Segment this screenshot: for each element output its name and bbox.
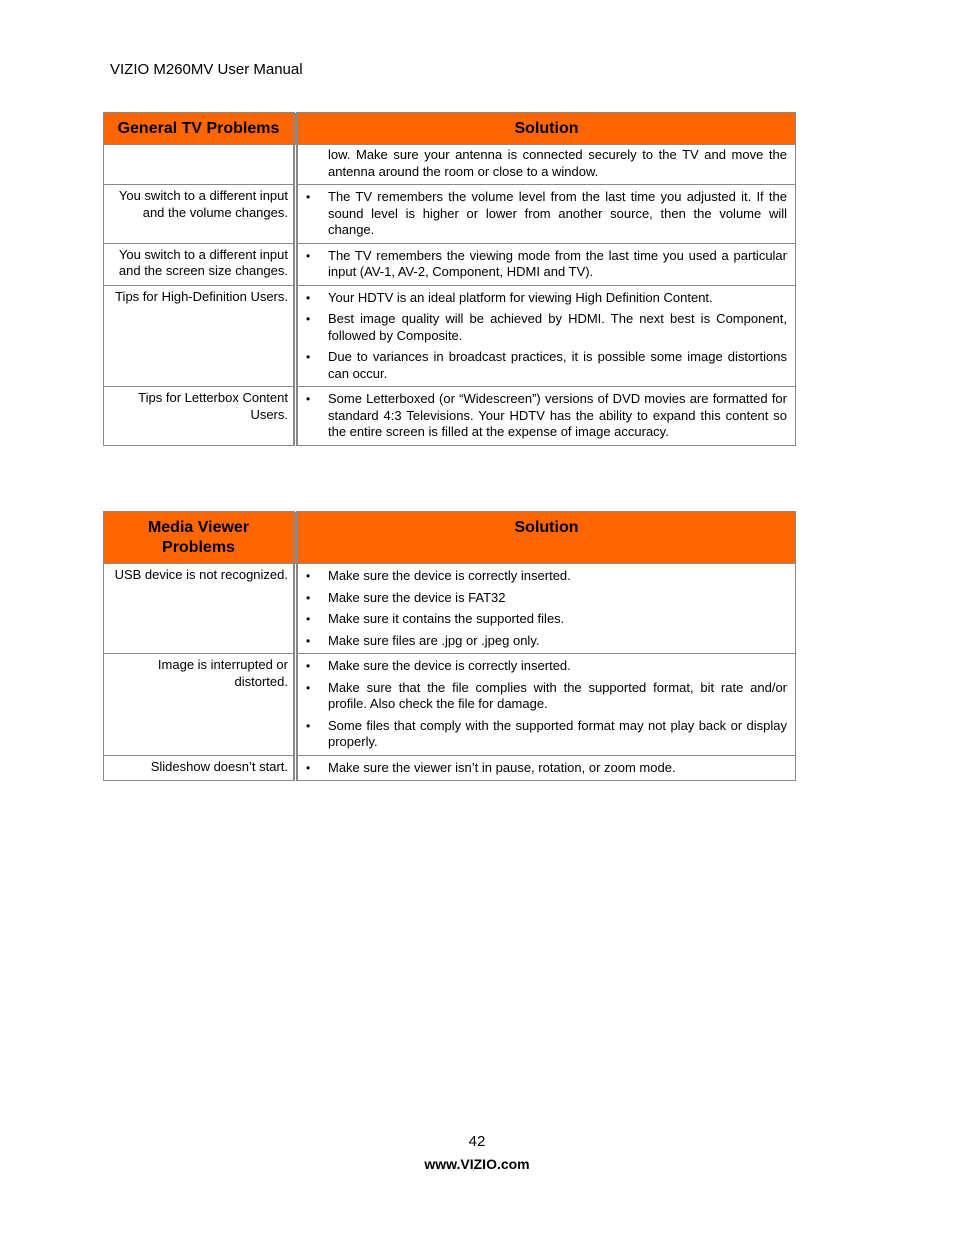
solution-list [304, 760, 787, 777]
general-tv-problems-table [103, 112, 796, 446]
solution-item [304, 658, 787, 675]
solution-list [304, 248, 787, 281]
table-row [104, 387, 796, 446]
solution-list [304, 658, 787, 751]
solution-text: Some Letterboxed (or “Widescreen”) versions of DVD movies are formatted for standard 4:3 Televisions. Your HDTV has the ability to expand this content so the entire screen is filled at the expense of image accuracy. [328, 391, 787, 439]
bullet-icon: • [306, 718, 311, 733]
problem-cell: You switch to a different input and the volume changes. [104, 185, 296, 244]
bullet-icon: • [306, 248, 311, 263]
document-title: VIZIO M260MV User Manual [110, 61, 303, 78]
column-header-problem: Media Viewer Problems [104, 512, 296, 564]
solution-cell [296, 285, 796, 387]
solution-item [304, 311, 787, 344]
solution-cell [296, 564, 796, 654]
footer-url: www.VIZIO.com [424, 1156, 530, 1172]
solution-text: Make sure the viewer isn’t in pause, rotation, or zoom mode. [328, 759, 676, 775]
page-number: 42 [468, 1133, 486, 1150]
bullet-icon: • [306, 290, 311, 305]
solution-text: Make sure the device is correctly inserted. [328, 658, 571, 673]
solution-text: Due to variances in broadcast practices, it is possible some image distortions can occur. [328, 349, 787, 381]
solution-cell-continuation [296, 145, 796, 185]
table-row-continuation [104, 145, 796, 185]
problem-cell: Tips for High-Definition Users. [104, 285, 296, 387]
solution-cell [296, 654, 796, 756]
solution-item [304, 611, 787, 628]
solution-item [304, 290, 787, 307]
solution-item [304, 680, 787, 713]
solution-text: Make sure the device is correctly inserted. [328, 568, 571, 583]
problem-cell-empty [104, 145, 296, 185]
solution-item [304, 248, 787, 281]
table-row [104, 185, 796, 244]
solution-cell [296, 243, 796, 285]
table-row [104, 654, 796, 756]
solution-list [304, 290, 787, 383]
solution-cell [296, 755, 796, 781]
solution-text: Make sure files are .jpg or .jpeg only. [328, 632, 540, 648]
problem-cell: Image is interrupted or distorted. [104, 654, 296, 756]
bullet-icon: • [306, 569, 311, 583]
bullet-icon: • [306, 190, 311, 204]
solution-item [304, 590, 787, 607]
column-header-solution: Solution [296, 512, 796, 564]
bullet-icon: • [306, 312, 311, 326]
solution-item [304, 568, 787, 585]
column-header-solution: Solution [296, 113, 796, 145]
solution-text: Make sure the device is FAT32 [328, 589, 506, 605]
table-row [104, 285, 796, 387]
bullet-icon: • [306, 350, 311, 364]
column-header-problem: General TV Problems [104, 113, 296, 145]
bullet-icon: • [306, 659, 311, 673]
solution-text: Best image quality will be achieved by HDMI. The next best is Component, followed by Composite. [328, 311, 787, 343]
solution-text: Make sure it contains the supported files. [328, 611, 565, 626]
solution-text: The TV remembers the volume level from the last time you adjusted it. If the sound level is higher or lower from another source, then the volume will change. [328, 189, 787, 237]
solution-item [304, 718, 787, 751]
problem-cell: You switch to a different input and the screen size changes. [104, 243, 296, 285]
solution-item [304, 633, 787, 650]
solution-item [304, 760, 787, 777]
table-row [104, 755, 796, 781]
solution-item [304, 349, 787, 382]
bullet-icon: • [306, 680, 311, 695]
table-row [104, 564, 796, 654]
solution-text: Your HDTV is an ideal platform for viewing High Definition Content. [328, 289, 713, 305]
bullet-icon: • [306, 612, 311, 626]
bullet-icon: • [306, 760, 311, 775]
solution-item [304, 189, 787, 239]
problem-cell: Tips for Letterbox Content Users. [104, 387, 296, 446]
bullet-icon: • [306, 590, 311, 605]
solution-list [304, 391, 787, 441]
media-viewer-problems-table [103, 511, 796, 781]
problem-cell: Slideshow doesn’t start. [104, 755, 296, 781]
solution-cell [296, 185, 796, 244]
solution-text: Some files that comply with the supported format may not play back or display properly. [328, 717, 787, 749]
problem-cell: USB device is not recognized. [104, 564, 296, 654]
solution-list [304, 568, 787, 649]
bullet-icon: • [306, 633, 311, 648]
solution-cell [296, 387, 796, 446]
solution-list [304, 189, 787, 239]
continued-solution-text: low. Make sure your antenna is connected securely to the TV and move the antenna around the room or close to a window. [328, 147, 787, 179]
table-row [104, 243, 796, 285]
solution-text: The TV remembers the viewing mode from the last time you used a particular input (AV-1, AV-2, Component, HDMI and TV). [328, 247, 787, 279]
bullet-icon: • [306, 392, 311, 406]
solution-text: Make sure that the file complies with the supported format, bit rate and/or profile. Also check the file for damage. [328, 679, 787, 711]
solution-item [304, 391, 787, 441]
